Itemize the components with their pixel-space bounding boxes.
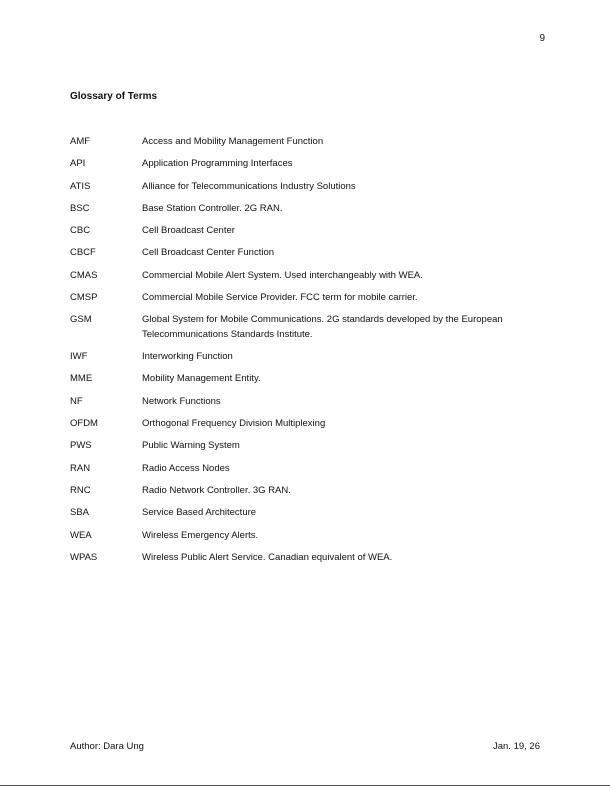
glossary-definition: Cell Broadcast Center Function bbox=[142, 247, 275, 259]
page-footer bbox=[70, 741, 540, 752]
glossary-row bbox=[70, 506, 550, 521]
glossary-term: SBA bbox=[70, 507, 90, 519]
footer-date: Jan. 19, 26 bbox=[492, 741, 540, 752]
glossary-term: CMSP bbox=[70, 292, 98, 304]
glossary-definition: Wireless Public Alert Service. Canadian equivalent of WEA. bbox=[142, 551, 393, 563]
glossary-definition: Public Warning System bbox=[142, 440, 240, 452]
glossary-row bbox=[70, 395, 550, 410]
glossary-definition: Network Functions bbox=[142, 395, 221, 407]
glossary-term: MME bbox=[70, 373, 93, 385]
glossary-definition: Radio Network Controller. 3G RAN. bbox=[142, 484, 291, 496]
glossary-definition: Cell Broadcast Center bbox=[142, 225, 235, 237]
glossary-term: ATIS bbox=[70, 180, 91, 192]
glossary-row bbox=[70, 269, 550, 284]
glossary-row bbox=[70, 246, 550, 261]
glossary-term: RNC bbox=[70, 484, 91, 496]
page-title: Glossary of Terms bbox=[70, 91, 158, 102]
glossary-term: GSM bbox=[70, 314, 92, 326]
glossary-row bbox=[70, 224, 550, 239]
glossary-row bbox=[70, 417, 550, 432]
glossary-row bbox=[70, 202, 550, 217]
glossary-definition: Mobility Management Entity. bbox=[142, 373, 261, 385]
glossary-term: OFDM bbox=[70, 418, 98, 430]
glossary-term: API bbox=[70, 158, 86, 170]
glossary-term: CBCF bbox=[70, 247, 96, 259]
glossary-definition: Alliance for Telecommunications Industry Solutions bbox=[142, 180, 356, 192]
glossary-definition: Application Programming Interfaces bbox=[142, 158, 293, 170]
glossary-definition: Commercial Mobile Alert System. Used interchangeably with WEA. bbox=[142, 269, 423, 281]
glossary-row bbox=[70, 313, 550, 342]
glossary-row bbox=[70, 135, 550, 150]
glossary-row bbox=[70, 484, 550, 499]
footer-author: Author: Dara Ung bbox=[70, 741, 144, 752]
glossary-row bbox=[70, 439, 550, 454]
glossary-definition: Radio Access Nodes bbox=[142, 462, 230, 474]
glossary-term: CBC bbox=[70, 225, 91, 237]
glossary-term: CMAS bbox=[70, 269, 98, 281]
glossary-list bbox=[70, 135, 550, 573]
glossary-row bbox=[70, 529, 550, 544]
glossary-definition: Interworking Function bbox=[142, 351, 233, 363]
glossary-row bbox=[70, 157, 550, 172]
glossary-row bbox=[70, 291, 550, 306]
glossary-definition: Base Station Controller. 2G RAN. bbox=[142, 202, 283, 214]
glossary-definition: Service Based Architecture bbox=[142, 507, 257, 519]
glossary-term: BSC bbox=[70, 202, 90, 214]
glossary-term: WEA bbox=[70, 529, 92, 541]
glossary-definition: Global System for Mobile Communications. 2G standards developed by the European Telecommunications Standards Institute. bbox=[142, 314, 503, 340]
glossary-term: RAN bbox=[70, 462, 91, 474]
glossary-definition: Access and Mobility Management Function bbox=[142, 136, 324, 147]
glossary-definition: Orthogonal Frequency Division Multiplexing bbox=[142, 418, 326, 430]
glossary-term: PWS bbox=[70, 440, 92, 452]
glossary-term: AMF bbox=[70, 136, 91, 147]
glossary-row bbox=[70, 350, 550, 365]
page-number: 9 bbox=[539, 33, 545, 44]
glossary-row bbox=[70, 180, 550, 195]
glossary-row bbox=[70, 372, 550, 387]
glossary-definition: Commercial Mobile Service Provider. FCC term for mobile carrier. bbox=[142, 292, 418, 304]
bottom-divider bbox=[0, 785, 610, 786]
glossary-row bbox=[70, 551, 550, 566]
glossary-term: IWF bbox=[70, 351, 88, 363]
glossary-definition: Wireless Emergency Alerts. bbox=[142, 529, 259, 541]
glossary-row bbox=[70, 462, 550, 477]
glossary-term: WPAS bbox=[70, 551, 98, 563]
glossary-term: NF bbox=[70, 395, 83, 407]
